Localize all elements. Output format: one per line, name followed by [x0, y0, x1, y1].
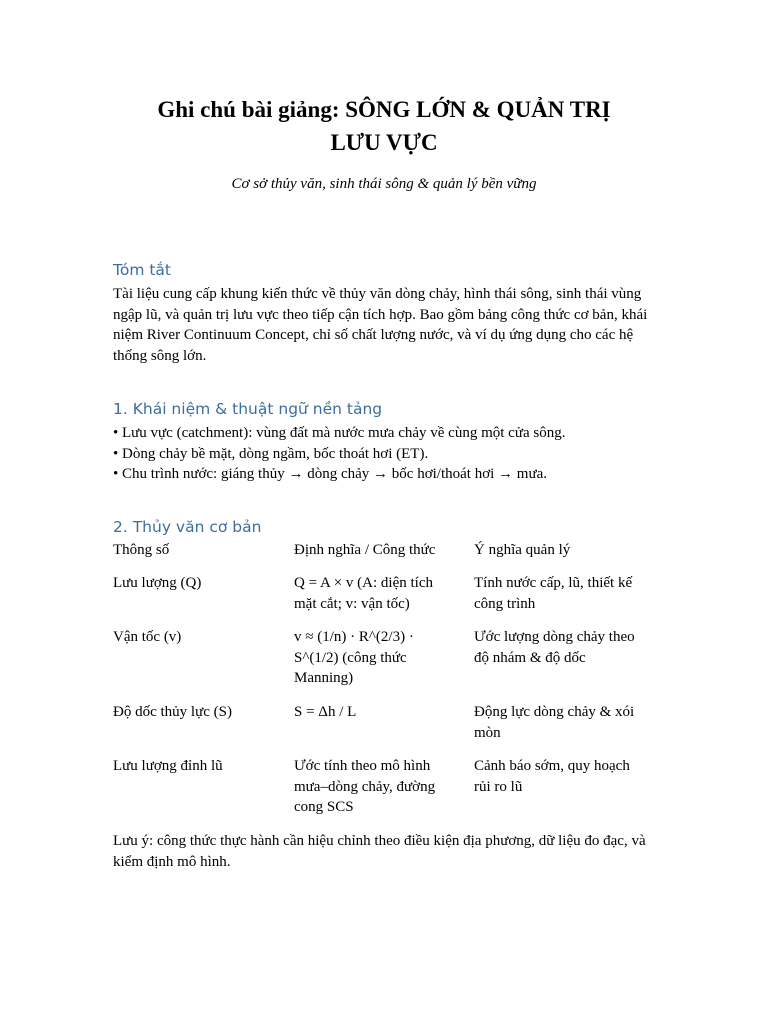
summary-text: Tài liệu cung cấp khung kiến thức về thủy văn dòng chảy, hình thái sông, sinh thái vùng ngập lũ, và quản trị lưu vực theo tiếp cận tích hợp. Bao gồm bảng công thức cơ bản, khái niệm River Continuum Concept, chỉ số chất lượng nước, và ví dụ ứng dụng cho các hệ thống sông lớn.	[113, 286, 648, 364]
section1-heading: 1. Khái niệm & thuật ngữ nền tảng	[113, 400, 383, 418]
table-cell: Lưu lượng đỉnh lũ	[113, 758, 223, 774]
table-cell: Độ dốc thủy lực (S)	[113, 704, 232, 720]
table-cell: Ước lượng dòng chảy theo độ nhám & độ dốc	[474, 629, 635, 666]
document-title	[100, 93, 668, 159]
section2-heading: 2. Thủy văn cơ bản	[113, 518, 262, 536]
table-cell: Vận tốc (v)	[113, 629, 182, 645]
section1-bullet-list	[113, 423, 658, 485]
title-line-1: Ghi chú bài giảng: SÔNG LỚN & QUẢN TRỊ	[157, 97, 611, 122]
table-cell: Tính nước cấp, lũ, thiết kế công trình	[474, 575, 633, 612]
table-header-cell: Định nghĩa / Công thức	[294, 542, 436, 558]
bullet-item: • Dòng chảy bề mặt, dòng ngầm, bốc thoát hơi (ET).	[113, 445, 429, 462]
bullet-item: • Lưu vực (catchment): vùng đất mà nước mưa chảy về cùng một cửa sông.	[113, 425, 566, 441]
table-cell: Ước tính theo mô hình mưa–dòng chảy, đường cong SCS	[294, 758, 436, 815]
table-cell: Cảnh báo sớm, quy hoạch rủi ro lũ	[474, 758, 630, 795]
bullet-item: • Chu trình nước: giáng thủy → dòng chảy → bốc hơi/thoát hơi → mưa.	[113, 466, 548, 482]
title-line-2: LƯU VỰC	[330, 130, 438, 155]
document-subtitle: Cơ sở thủy văn, sinh thái sông & quản lý bền vững	[231, 176, 537, 192]
table-cell: Q = A × v (A: diện tích mặt cắt; v: vận tốc)	[294, 575, 433, 612]
table-header-cell: Ý nghĩa quản lý	[474, 542, 571, 558]
table-cell: Lưu lượng (Q)	[113, 575, 202, 591]
table-cell: v ≈ (1/n) · R^(2/3) · S^(1/2) (công thức Manning)	[294, 629, 414, 686]
table-cell: S = Δh / L	[294, 704, 357, 720]
table-cell: Động lực dòng chảy & xói mòn	[474, 704, 635, 741]
table-header-cell: Thông số	[113, 542, 170, 558]
summary-heading: Tóm tắt	[113, 261, 171, 279]
table-note: Lưu ý: công thức thực hành cần hiệu chỉnh theo điều kiện địa phương, dữ liệu đo đạc, và kiểm định mô hình.	[113, 833, 646, 870]
